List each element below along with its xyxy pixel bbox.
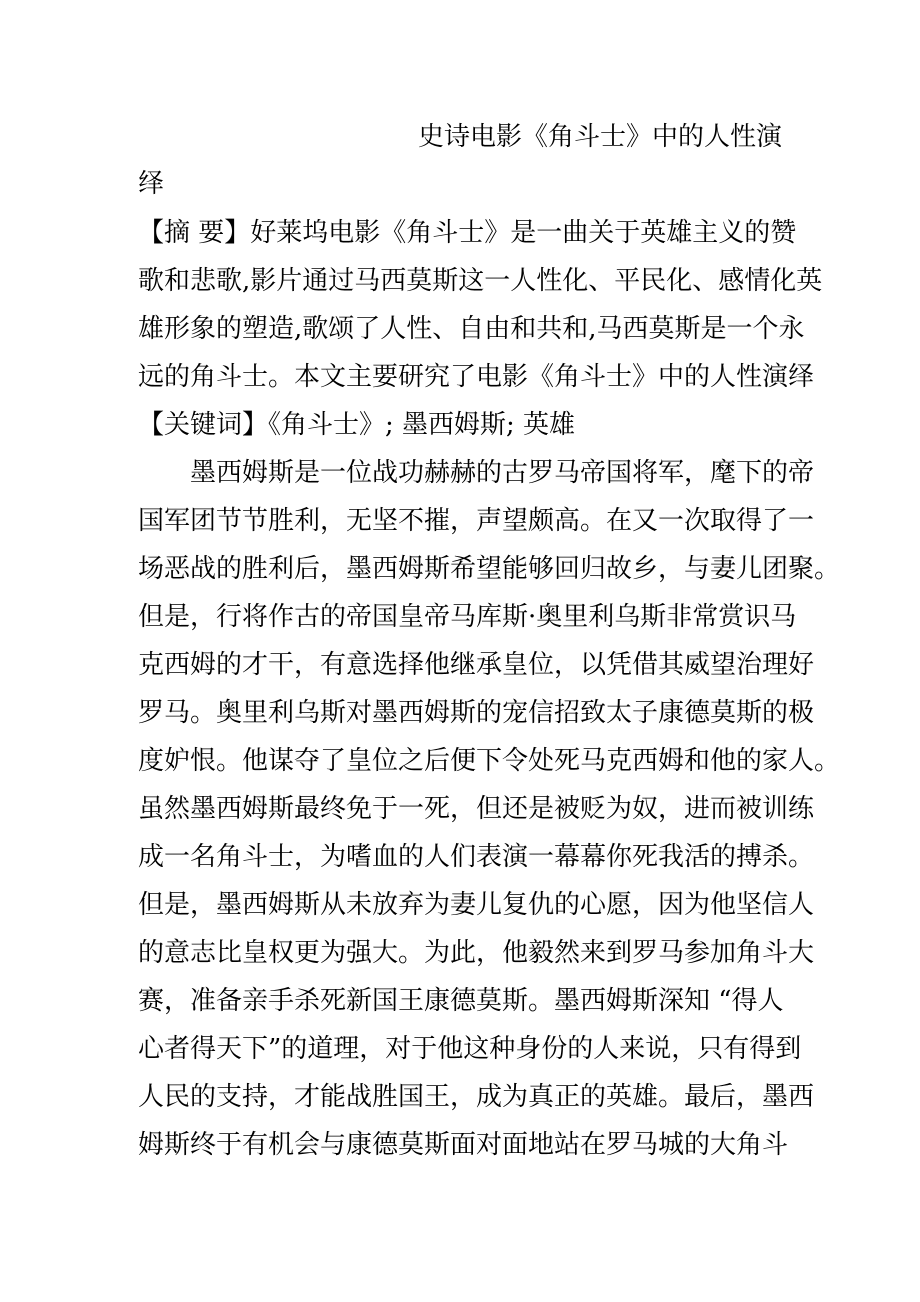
body-line: 赛，准备亲手杀死新国王康德莫斯。墨西姆斯深知 “得人 <box>138 986 784 1016</box>
body-line: 国军团节节胜利，无坚不摧，声望颇高。在又一次取得了一 <box>138 506 815 536</box>
keywords: 【关键词】《角斗士》; 墨西姆斯; 英雄 <box>138 410 576 440</box>
abstract-line: 【摘 要】好莱坞电影《角斗士》是一曲关于英雄主义的赞 <box>138 218 797 248</box>
abstract-line: 歌和悲歌,影片通过马西莫斯这一人性化、平民化、感情化英 <box>138 266 823 296</box>
body-line: 但是，行将作古的帝国皇帝马库斯·奥里利乌斯非常赏识马 <box>138 602 797 632</box>
document-title: 史诗电影《角斗士》中的人性演 <box>417 122 782 152</box>
body-line: 心者得天下”的道理，对于他这种身份的人来说，只有得到 <box>138 1034 802 1064</box>
body-line: 虽然墨西姆斯最终免于一死，但还是被贬为奴，进而被训练 <box>138 794 815 824</box>
abstract-line: 远的角斗士。本文主要研究了电影《角斗士》中的人性演绎 <box>138 362 815 392</box>
body-line: 的意志比皇权更为强大。为此，他毅然来到罗马参加角斗大 <box>138 938 815 968</box>
body-line: 但是，墨西姆斯从未放弃为妻儿复仇的心愿，因为他坚信人 <box>138 890 815 920</box>
body-line: 度妒恨。他谋夺了皇位之后便下令处死马克西姆和他的家人。 <box>138 746 841 776</box>
body-line: 人民的支持，才能战胜国王，成为真正的英雄。最后，墨西 <box>138 1082 815 1112</box>
body-line: 场恶战的胜利后，墨西姆斯希望能够回归故乡，与妻儿团聚。 <box>138 554 841 584</box>
body-line: 克西姆的才干，有意选择他继承皇位，以凭借其威望治理好 <box>138 650 815 680</box>
body-line: 罗马。奥里利乌斯对墨西姆斯的宠信招致太子康德莫斯的极 <box>138 698 815 728</box>
abstract-line: 雄形象的塑造,歌颂了人性、自由和共和,马西莫斯是一个永 <box>138 314 805 344</box>
body-line: 成一名角斗士，为嗜血的人们表演一幕幕你死我活的搏杀。 <box>138 842 815 872</box>
body-line: 墨西姆斯是一位战功赫赫的古罗马帝国将军，麾下的帝 <box>190 458 815 488</box>
document-title-continued: 绎 <box>138 169 165 199</box>
body-line: 姆斯终于有机会与康德莫斯面对面地站在罗马城的大角斗 <box>138 1130 789 1160</box>
